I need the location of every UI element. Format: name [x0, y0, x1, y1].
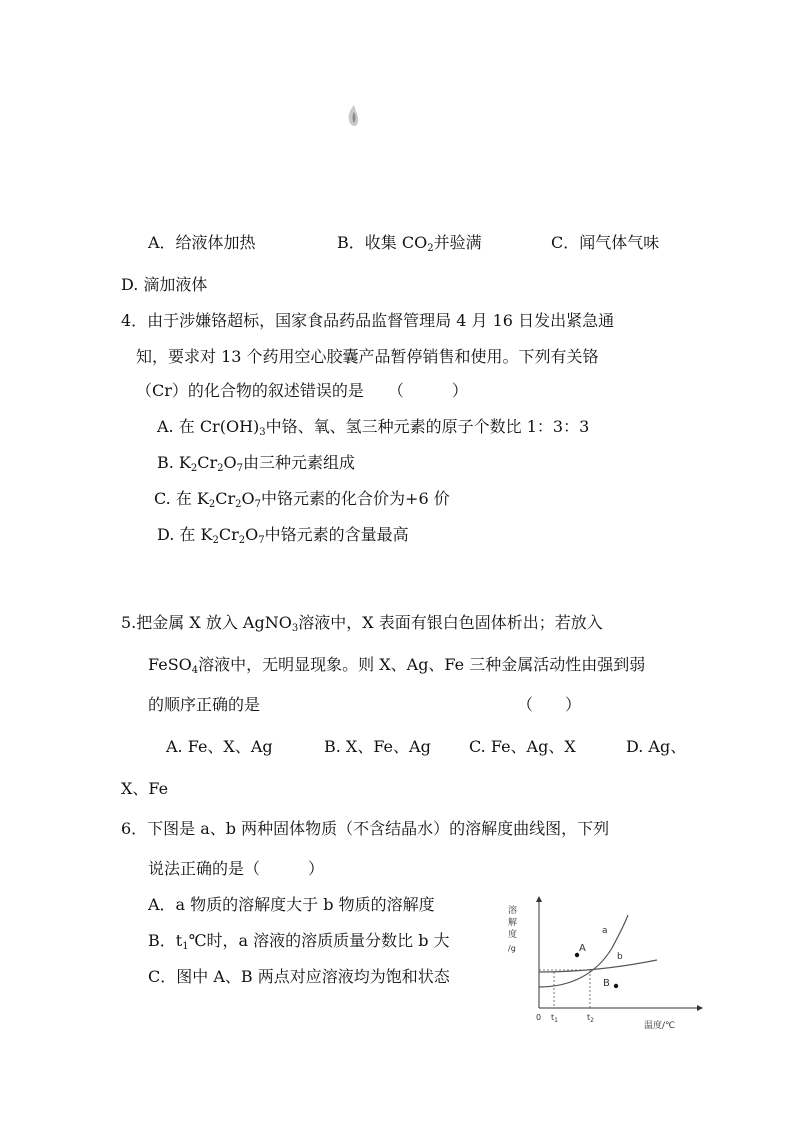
- y-label-3: 度: [508, 930, 518, 940]
- t2-label: $t_2$: [587, 1013, 594, 1024]
- q3-option-b: B．收集 $CO_2$并验满: [337, 233, 482, 254]
- y-label-4: /g: [508, 944, 516, 953]
- q4-stem-line3: （Cr）的化合物的叙述错误的是 （ ）: [136, 381, 468, 400]
- q5-stem-line3: 的顺序正确的是: [148, 695, 261, 714]
- q5-option-a: A. Fe、X、Ag: [166, 737, 273, 756]
- q5-stem-line2: FeSO$_4$溶液中，无明显现象。则 X、Ag、Fe 三种金属活动性由强到弱: [148, 655, 646, 676]
- y-label-2: 解: [508, 918, 518, 928]
- point-b-dot: [614, 984, 618, 988]
- q5-option-c: C. Fe、Ag、X: [469, 737, 576, 756]
- q5-stem-line1: 5.把金属 X 放入 AgNO$_3$溶液中，X 表面有银白色固体析出；若放入: [121, 613, 603, 634]
- q4-option-d: D. 在 $K_2Cr_2O_7$中铬元素的含量最高: [157, 525, 409, 546]
- q4-stem-line2: 知，要求对 13 个药用空心胶囊产品暂停销售和使用。下列有关铬: [136, 347, 599, 366]
- q3-option-a: A．给液体加热: [148, 233, 256, 252]
- q5-option-b: B. X、Fe、Ag: [324, 737, 431, 756]
- q6-option-b: B．$t_1℃$时，a 溶液的溶质质量分数比 b 大: [148, 931, 450, 952]
- solubility-curve-figure: [502, 893, 707, 1033]
- q5-answer-paren: （ ）: [517, 695, 582, 714]
- q6-stem-line1: 6．下图是 a、b 两种固体物质（不含结晶水）的溶解度曲线图，下列: [121, 819, 610, 838]
- origin-label: 0: [536, 1013, 542, 1022]
- curve-b-label: b: [617, 952, 623, 962]
- point-a-label: A: [579, 943, 586, 954]
- q5-option-d: D. Ag、: [626, 737, 687, 756]
- t1-label: $t_1$: [551, 1013, 558, 1024]
- curve-a-label: a: [602, 926, 608, 936]
- y-label-1: 溶: [508, 906, 518, 916]
- q5-option-d-cont: X、Fe: [121, 779, 169, 798]
- q6-option-a: A．a 物质的溶解度大于 b 物质的溶解度: [148, 895, 435, 914]
- q4-stem-line1: 4．由于涉嫌铬超标，国家食品药品监督管理局 4 月 16 日发出紧急通: [121, 311, 615, 330]
- q6-option-c: C．图中 A、B 两点对应溶液均为饱和状态: [148, 967, 450, 986]
- point-b-label: B: [603, 978, 610, 989]
- q4-option-b: B. $K_2Cr_2O_7$由三种元素组成: [157, 453, 356, 474]
- q3-option-d: D. 滴加液体: [121, 275, 208, 294]
- q4-option-c: C. 在 $K_2Cr_2O_7$中铬元素的化合价为+6 价: [154, 489, 450, 510]
- q4-option-a: A. 在 $Cr(OH)_3$中铬、氧、氢三种元素的原子个数比 1：3：3: [157, 417, 590, 438]
- q6-stem-line2: 说法正确的是（ ）: [148, 859, 325, 878]
- flame-icon: [346, 104, 360, 128]
- q3-option-c: C．闻气体气味: [551, 233, 660, 252]
- x-label: 温度/℃: [644, 1021, 676, 1031]
